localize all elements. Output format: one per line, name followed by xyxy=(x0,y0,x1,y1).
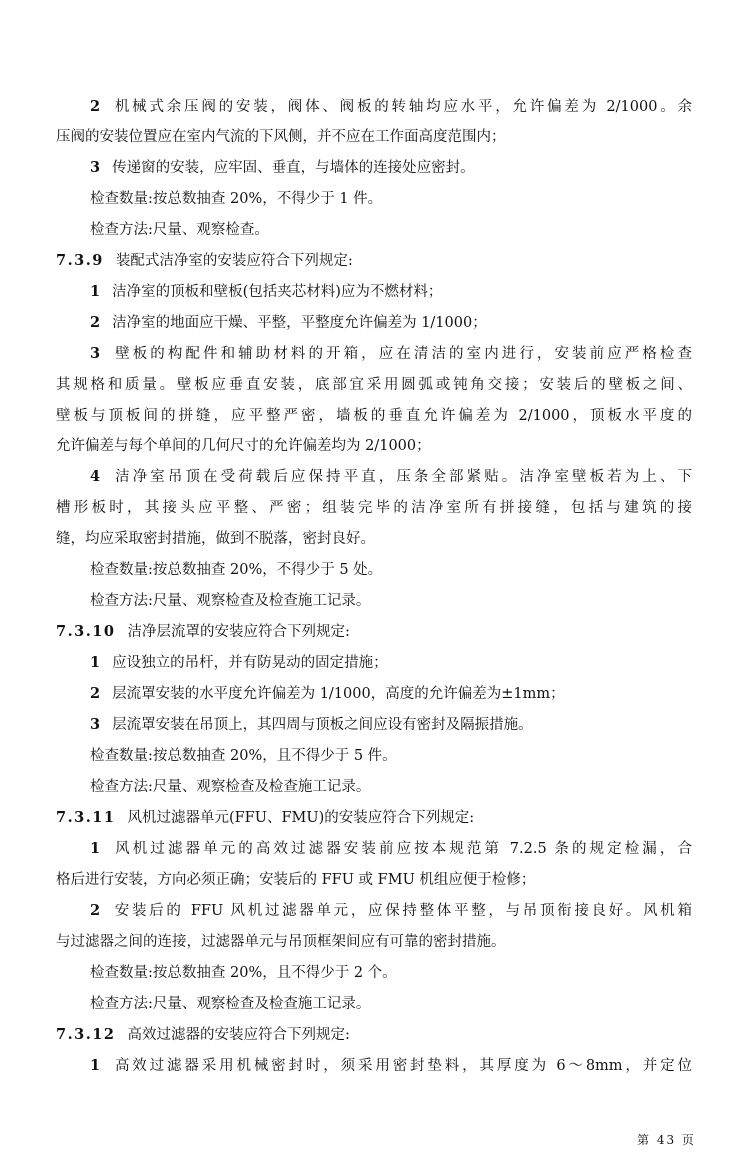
paragraph-line: 压阀的安装位置应在室内气流的下风侧，并不应在工作面高度范围内； xyxy=(56,129,506,145)
section-heading: 7.3.11 风机过滤器单元(FFU、FMU)的安装应符合下列规定: xyxy=(56,809,475,826)
paragraph-line: 缝，均应采取密封措施，做到不脱落，密封良好。 xyxy=(56,531,375,547)
paragraph-line: 壁板与顶板间的拼缝，应平整严密，墙板的垂直允许偏差为 2/1000，顶板水平度的 xyxy=(56,408,692,424)
paragraph-line: 2 安装后的 FFU 风机过滤器单元，应保持整体平整，与吊顶衔接良好。风机箱 xyxy=(90,902,692,919)
check-quantity: 检查数量:按总数抽查 20%，不得少于 5 处。 xyxy=(90,562,383,578)
section-heading: 7.3.10 洁净层流罩的安装应符合下列规定: xyxy=(56,623,350,640)
paragraph-line: 格后进行安装，方向必须正确；安装后的 FFU 或 FMU 机组应便于检修； xyxy=(56,872,536,888)
check-method: 检查方法:尺量、观察检查及检查施工记录。 xyxy=(90,996,371,1012)
check-method: 检查方法:尺量、观察检查及检查施工记录。 xyxy=(90,593,371,609)
list-item: 2 层流罩安装的水平度允许偏差为 1/1000，高度的允许偏差为±1mm； xyxy=(90,685,565,702)
paragraph-line: 1 高效过滤器采用机械密封时，须采用密封垫料，其厚度为 6～8mm，并定位 xyxy=(90,1057,692,1074)
paragraph-line: 槽形板时，其接头应平整、严密；组装完毕的洁净室所有拼接缝，包括与建筑的接 xyxy=(56,500,692,516)
paragraph-line: 2 机械式余压阀的安装，阀体、阀板的转轴均应水平，允许偏差为 2/1000。余 xyxy=(90,98,692,115)
paragraph-line: 1 风机过滤器单元的高效过滤器安装前应按本规范第 7.2.5 条的规定检漏，合 xyxy=(90,840,692,857)
list-item: 2 洁净室的地面应干燥、平整，平整度允许偏差为 1/1000； xyxy=(90,314,487,331)
check-method: 检查方法:尺量、观察检查。 xyxy=(90,222,269,238)
list-item: 3 层流罩安装在吊顶上，其四周与顶板之间应设有密封及隔振措施。 xyxy=(90,716,533,733)
section-heading: 7.3.9 装配式洁净室的安装应符合下列规定: xyxy=(56,252,353,269)
page-number: 第 43 页 xyxy=(637,1133,696,1147)
list-item: 1 应设独立的吊杆，并有防晃动的固定措施； xyxy=(90,654,388,671)
check-method: 检查方法:尺量、观察检查及检查施工记录。 xyxy=(90,779,371,795)
check-quantity: 检查数量:按总数抽查 20%，不得少于 1 件。 xyxy=(90,191,383,207)
paragraph-line: 3 壁板的构配件和辅助材料的开箱，应在清洁的室内进行，安装前应严格检查 xyxy=(90,345,692,362)
paragraph-line: 允许偏差与每个单间的几何尺寸的允许偏差均为 2/1000； xyxy=(56,438,431,454)
paragraph-line: 与过滤器之间的连接，过滤器单元与吊顶框架间应有可靠的密封措施。 xyxy=(56,934,506,950)
check-quantity: 检查数量:按总数抽查 20%，且不得少于 5 件。 xyxy=(90,748,397,764)
paragraph-line: 其规格和质量。壁板应垂直安装，底部宜采用圆弧或钝角交接；安装后的壁板之间、 xyxy=(56,377,692,393)
list-item: 3 传递窗的安装，应牢固、垂直，与墙体的连接处应密封。 xyxy=(90,159,475,176)
paragraph-line: 4 洁净室吊顶在受荷载后应保持平直，压条全部紧贴。洁净室壁板若为上、下 xyxy=(90,468,692,485)
check-quantity: 检查数量:按总数抽查 20%，且不得少于 2 个。 xyxy=(90,965,397,981)
section-heading: 7.3.12 高效过滤器的安装应符合下列规定: xyxy=(56,1026,350,1043)
list-item: 1 洁净室的顶板和壁板(包括夹芯材料)应为不燃材料； xyxy=(90,283,443,300)
